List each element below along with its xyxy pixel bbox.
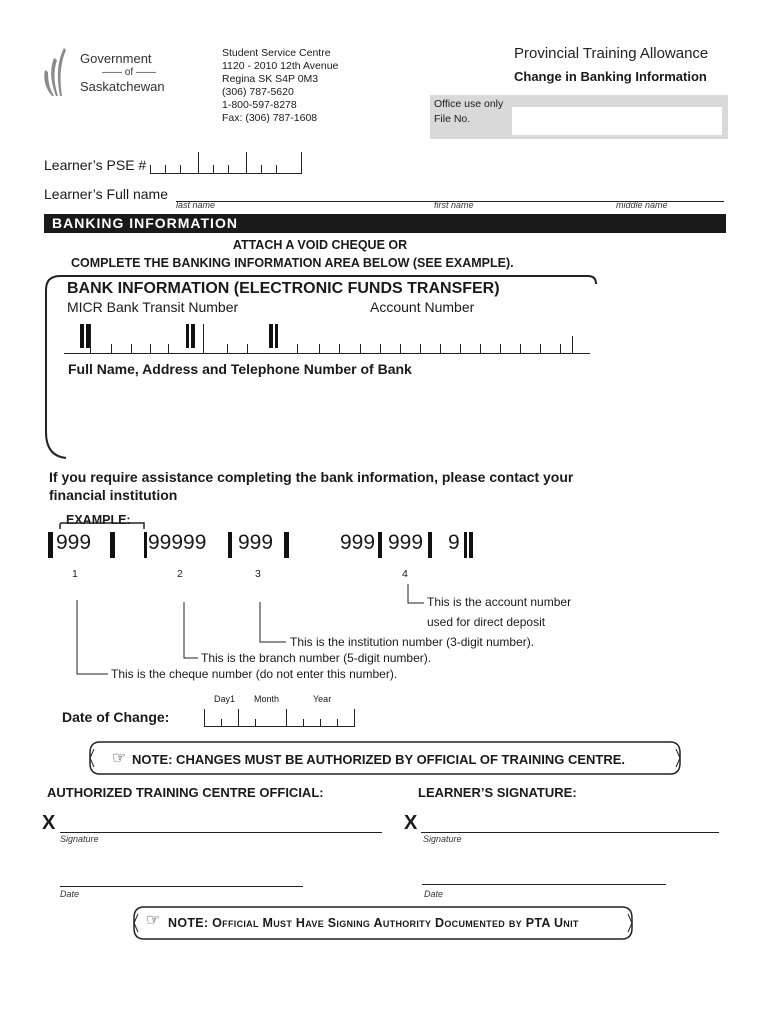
example-micr: 999 99999 999 999 999 9 xyxy=(48,530,488,562)
account-label: Account Number xyxy=(370,299,475,315)
year-caption: Year xyxy=(313,694,332,704)
learner-signature-input[interactable] xyxy=(421,814,719,833)
learner-date-input[interactable] xyxy=(422,866,666,885)
logo-text: Government —— of —— Saskatchewan xyxy=(80,51,165,94)
office-address: Student Service Centre 1120 - 2010 12th Avenue Regina SK S4P 0M3 (306) 787-5620 1-800-597-8278 Fax: (306) 787-1608 xyxy=(222,47,339,124)
month-caption: Month xyxy=(254,694,280,704)
day-caption: Day1 xyxy=(214,694,236,704)
assistance-text: If you require assistance completing the bank information, please contact your financial institution xyxy=(49,469,574,503)
example-desc-4b: used for direct deposit xyxy=(427,615,546,629)
form-title: Provincial Training Allowance xyxy=(514,45,709,62)
pse-label: Learner’s PSE # xyxy=(44,157,147,173)
attach-line-1: ATTACH A VOID CHEQUE OR xyxy=(232,238,408,252)
example-desc-4a: This is the account number xyxy=(427,595,572,609)
attach-line-2: COMPLETE THE BANKING INFORMATION AREA BELOW (SEE EXAMPLE). xyxy=(71,256,514,270)
official-date-caption: Date xyxy=(60,889,80,899)
example-label: EXAMPLE: xyxy=(66,513,131,527)
form-subtitle: Change in Banking Information xyxy=(514,69,707,84)
learner-x-mark: X xyxy=(404,812,418,834)
example-num-1: 1 xyxy=(72,568,78,580)
example-desc-3: This is the institution number (3-digit number). xyxy=(290,635,535,649)
last-name-caption: last name xyxy=(176,200,216,210)
middle-name-caption: middle name xyxy=(616,200,668,210)
example-num-2: 2 xyxy=(177,568,183,580)
note2-text: NOTE: Official Must Have Signing Authority Documented by PTA Unit xyxy=(168,916,579,930)
pointing-hand-icon: ☞ xyxy=(112,750,127,767)
example-desc-1: This is the cheque number (do not enter this number). xyxy=(111,667,398,681)
pointing-hand-icon-2: ☞ xyxy=(146,912,161,929)
note1-text: NOTE: CHANGES MUST BE AUTHORIZED BY OFFICIAL OF TRAINING CENTRE. xyxy=(132,752,626,767)
micr-label: MICR Bank Transit Number xyxy=(67,299,239,315)
full-name-label: Learner’s Full name xyxy=(44,186,168,202)
official-signature-caption: Signature xyxy=(60,834,99,844)
section-title: BANKING INFORMATION xyxy=(52,215,238,231)
official-date-input[interactable] xyxy=(60,868,303,887)
eft-title: BANK INFORMATION (ELECTRONIC FUNDS TRANSFER) xyxy=(67,280,500,297)
example-num-4: 4 xyxy=(402,568,408,580)
date-of-change-field[interactable] xyxy=(204,707,354,727)
example-desc-2: This is the branch number (5-digit number). xyxy=(201,651,432,665)
office-use-box: Office use only File No. xyxy=(430,95,728,139)
learner-signature-caption: Signature xyxy=(423,834,462,844)
date-of-change-label: Date of Change: xyxy=(62,709,170,725)
official-label: AUTHORIZED TRAINING CENTRE OFFICIAL: xyxy=(47,785,324,800)
official-x-mark: X xyxy=(42,812,56,834)
example-num-3: 3 xyxy=(255,568,261,580)
official-signature-input[interactable] xyxy=(60,814,382,833)
first-name-caption: first name xyxy=(434,200,474,210)
learner-date-caption: Date xyxy=(424,889,444,899)
learner-signature-label: LEARNER’S SIGNATURE: xyxy=(418,785,577,800)
bank-address-label: Full Name, Address and Telephone Number of Bank xyxy=(68,361,412,377)
